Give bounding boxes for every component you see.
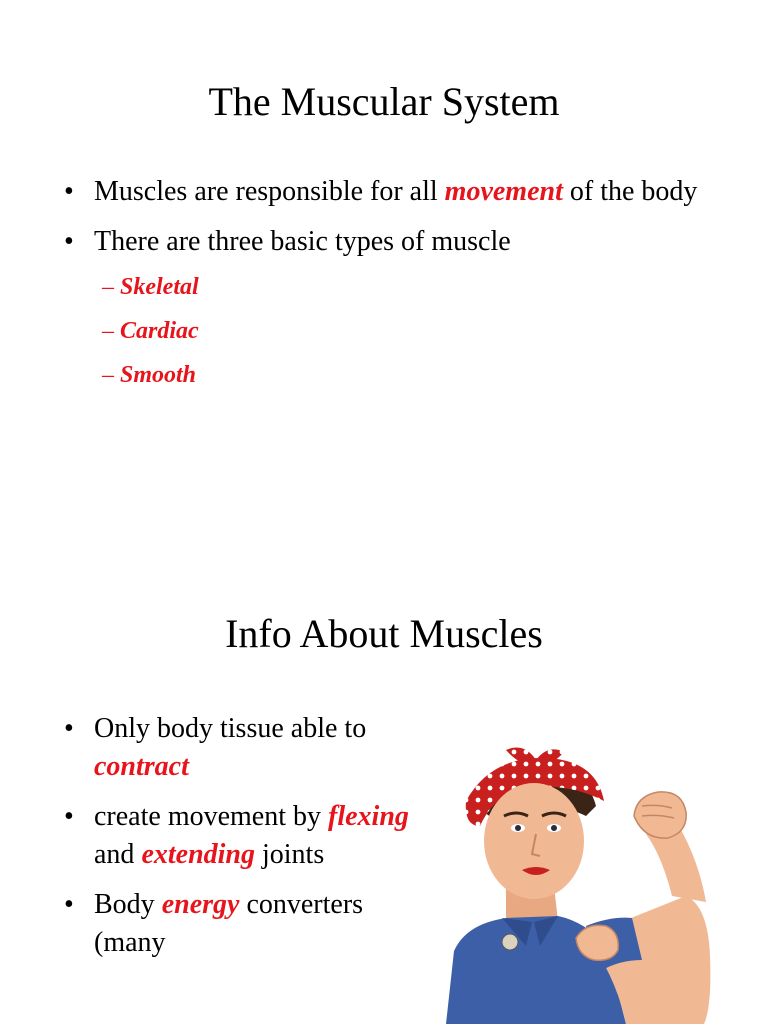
bullet-item: [64, 886, 424, 962]
muscle-type-item: [94, 309, 724, 353]
bullet-text: converters (many: [94, 889, 364, 958]
bullet-item: [64, 710, 424, 786]
bullet-text: create movement by: [94, 801, 329, 832]
dash-marker: –: [102, 362, 114, 388]
muscle-type-item: [94, 353, 724, 397]
slide-title: The Muscular System: [208, 79, 560, 124]
bullet-list: [64, 173, 724, 409]
bullet-text: of the body: [562, 176, 698, 207]
muscle-type-label: Smooth: [120, 362, 197, 388]
bullet-marker: •: [64, 176, 74, 207]
slide-info-about-muscles: [0, 560, 768, 1024]
bullet-item: [64, 223, 724, 397]
bullet-text: and: [94, 839, 142, 870]
bullet-text: Muscles are responsible for all: [94, 176, 445, 207]
emphasis-text: extending: [141, 839, 255, 870]
dash-marker: –: [102, 274, 114, 300]
muscle-type-label: Cardiac: [120, 318, 199, 344]
emphasis-text: contract: [94, 751, 189, 782]
emphasis-text: movement: [444, 176, 563, 207]
bullet-text: joints: [255, 839, 325, 870]
bullet-marker: •: [64, 889, 74, 920]
bullet-marker: •: [64, 801, 74, 832]
slide-title: Info About Muscles: [225, 611, 543, 656]
bullet-item: [64, 798, 424, 874]
bullet-marker: •: [64, 713, 74, 744]
bullet-text: Body: [94, 889, 162, 920]
muscle-type-item: [94, 265, 724, 309]
emphasis-text: energy: [161, 889, 240, 920]
bullet-list: [64, 710, 424, 974]
rosie-the-riveter-illustration: [436, 746, 736, 1024]
bullet-marker: •: [64, 226, 74, 257]
bullet-text: Only body tissue able to: [94, 713, 367, 744]
muscle-type-label: Skeletal: [120, 274, 199, 300]
bullet-text: There are three basic types of muscle: [94, 226, 511, 257]
emphasis-text: flexing: [328, 801, 409, 832]
dash-marker: –: [102, 318, 114, 344]
bullet-item: [64, 173, 724, 211]
muscle-type-list: [94, 265, 724, 397]
